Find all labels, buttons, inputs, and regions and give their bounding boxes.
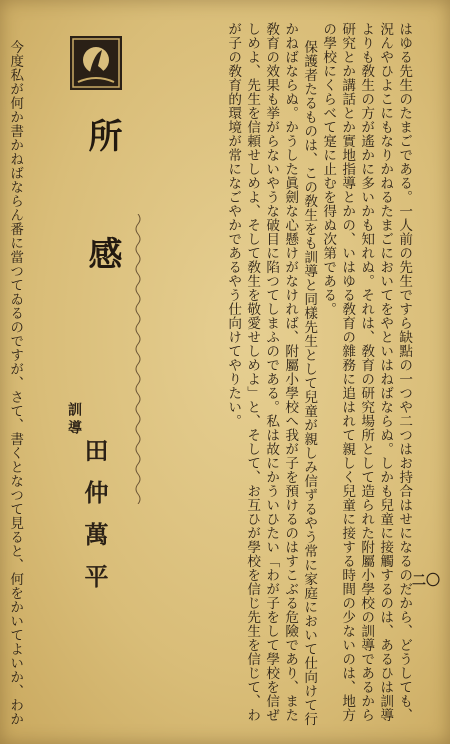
title-char-1: 所 (82, 118, 122, 152)
author-name: 田仲萬平 (80, 438, 109, 606)
body-line-2: 況んやひよこにもなりかねるたまごにおいてをやといはねばならぬ。しかも兒童に接觸するのは、あるひは訓導 (377, 22, 394, 722)
author-role: 訓導 (66, 402, 82, 438)
wavy-divider (131, 214, 145, 504)
crane-emblem-icon (70, 36, 122, 90)
page-number: 二〇 (412, 573, 440, 589)
body-line-5: の學校にくらべて寔に止むを得ぬ次第である。 (320, 22, 337, 316)
body-line-3: よりも敎生の方が遙かに多いかも知れぬ。それは、敎育の研究場所として造られた附屬小學校の訓導であるから (358, 22, 375, 722)
body-line-10: が子の敎育的環境が常になごやかであるやう仕向けてやりたい。 (225, 22, 242, 428)
body-line-9: しめよ、先生を信頼せしめよ、そして敎生を敬愛せしめよ」と、そして、お互ひが學校を信じ先生を信じて、わ (244, 22, 261, 722)
title-char-2: 感 (82, 236, 122, 270)
lead-line: 今度私が何か書かねばならん番に當つてゐるのですが、さて、書くとなつて見ると、何をかいてよいか、わか (7, 40, 24, 726)
body-line-8: 敎育の效果も挙がらないやうな破目に陷つてしまふのである。私は故にかういひたい「わが子をして學校を信ぜ (263, 22, 280, 722)
body-line-7: かねばならぬ。かうした眞劍な心懸けがなければ、附屬小學校へ我が子を預けるのはすこぶる危險であり、また (282, 22, 299, 722)
body-line-4: 研究とか講話とか實地指導とかの、いはゆる敎育の雜務に追はれて親しく兒童に接する時間の少ないのは、地方 (339, 22, 356, 722)
body-line-6: 保護者たるものは、この敎生をも訓導と同樣先生として兒童が親しみ信ずるやう常に家庭において仕向けて行 (301, 40, 318, 726)
body-line-1: はゆる先生のたまごである。一人前の先生ですら缺點の一つや二つはお持合はせになるのだから、どうしても、 (396, 22, 413, 722)
